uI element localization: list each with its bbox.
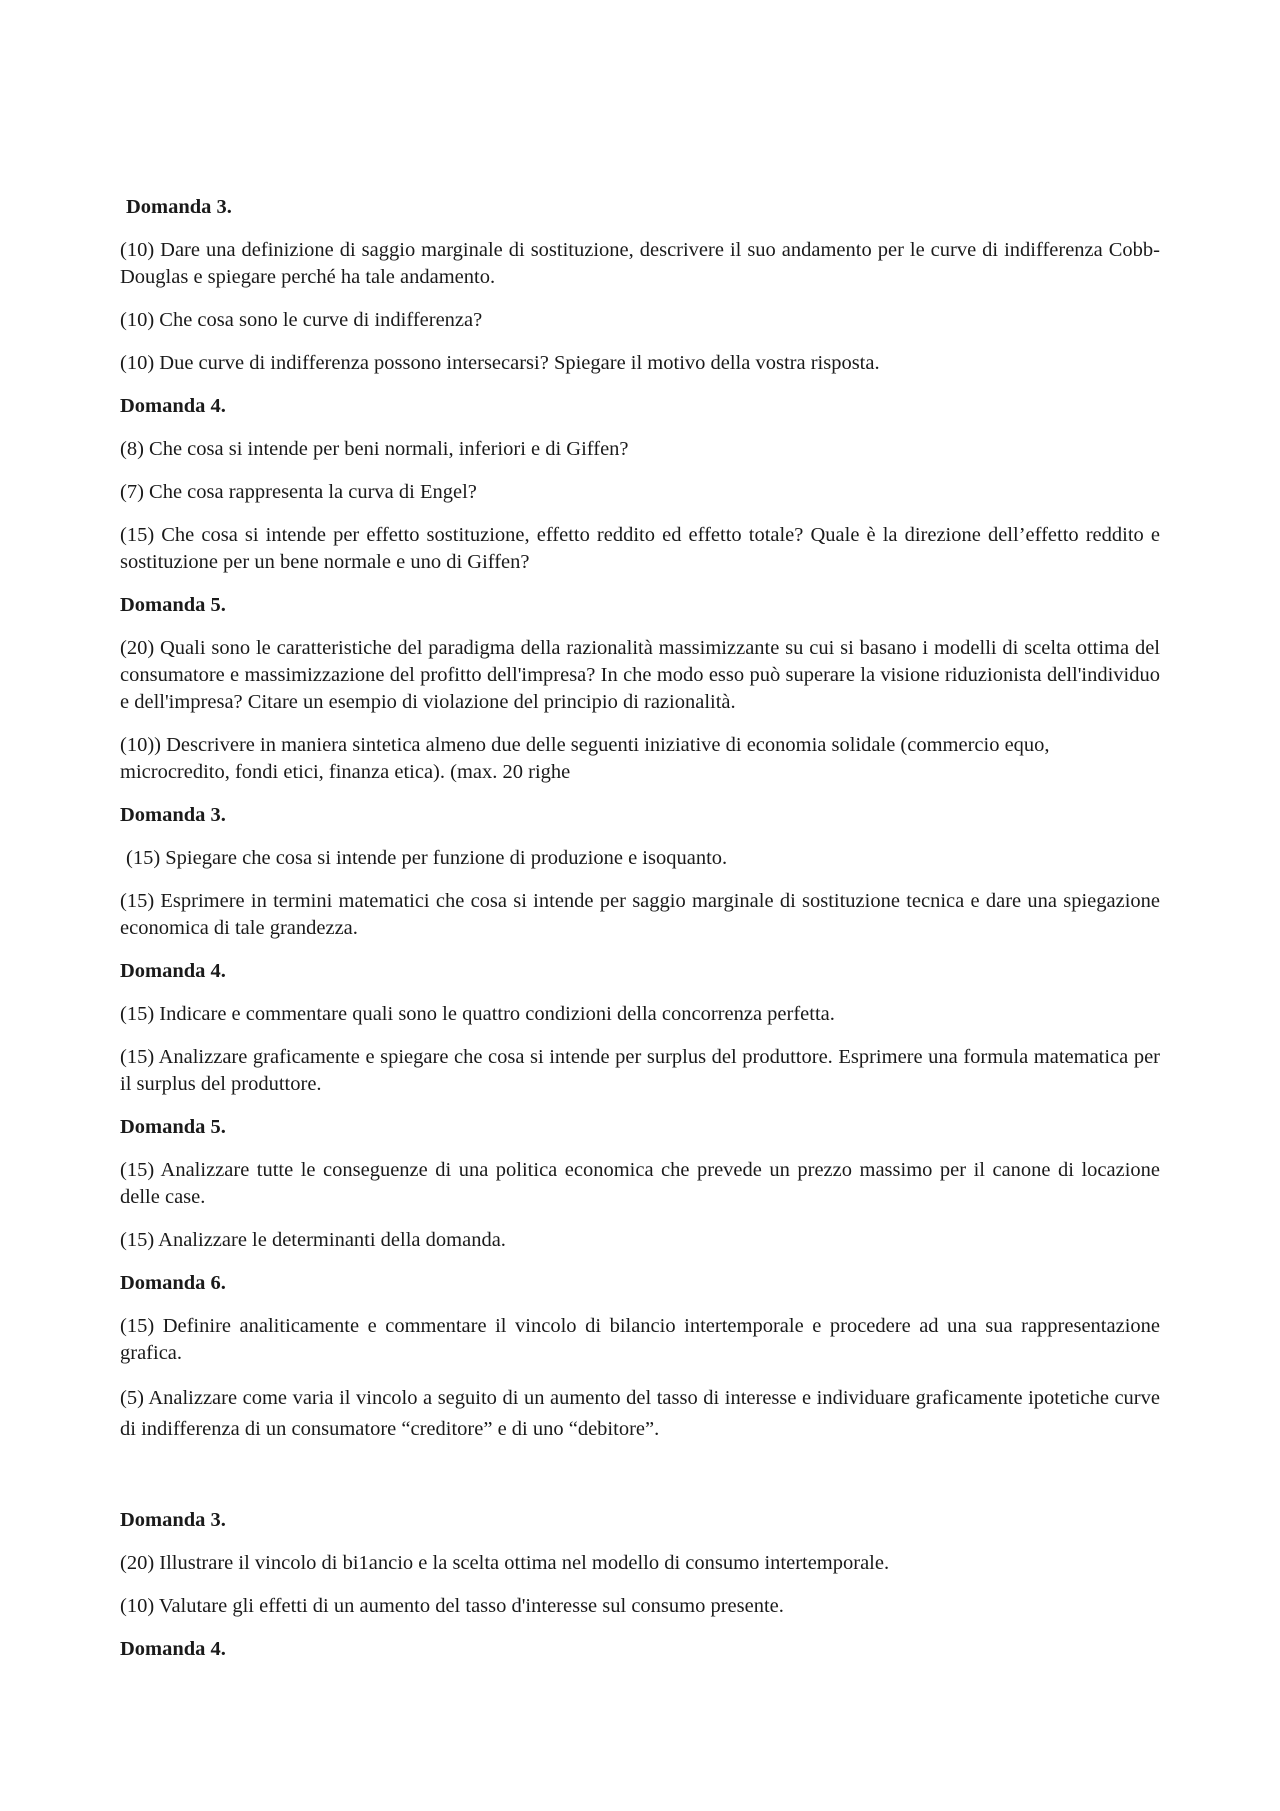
question-text: (20) Illustrare il vincolo di bi1ancio e la scelta ottima nel modello di consumo intertemporale. [120, 1552, 890, 1574]
section-heading: Domanda 6. [120, 1272, 226, 1294]
document-body [120, 194, 1160, 1679]
section-heading: Domanda 3. [120, 1509, 226, 1531]
section-heading: Domanda 4. [120, 395, 226, 417]
question-text: (15) Esprimere in termini matematici che cosa si intende per saggio marginale di sostituzione tecnica e dare una spiegazione economica di tale grandezza. [120, 890, 1160, 939]
section-heading: Domanda 3. [126, 196, 232, 218]
section-heading: Domanda 5. [120, 594, 226, 616]
question-text: (10) Dare una definizione di saggio marginale di sostituzione, descrivere il suo andamento per le curve di indifferenza Cobb-Douglas e spiegare perché ha tale andamento. [120, 239, 1160, 288]
section-heading: Domanda 3. [120, 804, 226, 826]
section-heading: Domanda 4. [120, 960, 226, 982]
question-text: (20) Quali sono le caratteristiche del paradigma della razionalità massimizzante su cui si basano i modelli di scelta ottima del consumatore e massimizzazione del profitto dell'impresa? In che modo esso può superare la visione riduzionista dell'individuo e dell'impresa? Citare un esempio di violazione del principio di razionalità. [120, 637, 1160, 713]
question-text: (10) Valutare gli effetti di un aumento del tasso d'interesse sul consumo presente. [120, 1595, 784, 1617]
question-text: (5) Analizzare come varia il vincolo a seguito di un aumento del tasso di interesse e individuare graficamente ipotetiche curve di indifferenza di un consumatore “creditore” e di uno “debitore”. [120, 1387, 1160, 1440]
section-heading: Domanda 5. [120, 1116, 226, 1138]
question-text: (10) Due curve di indifferenza possono intersecarsi? Spiegare il motivo della vostra risposta. [120, 352, 880, 374]
section-heading: Domanda 4. [120, 1638, 226, 1660]
question-text: (15) Analizzare tutte le conseguenze di una politica economica che prevede un prezzo massimo per il canone di locazione delle case. [120, 1159, 1160, 1208]
question-text: (15) Indicare e commentare quali sono le quattro condizioni della concorrenza perfetta. [120, 1003, 835, 1025]
question-text: (8) Che cosa si intende per beni normali, inferiori e di Giffen? [120, 438, 629, 460]
question-text: (10)) Descrivere in maniera sintetica almeno due delle seguenti iniziative di economia solidale (commercio equo, microcredito, fondi etici, finanza etica). (max. 20 righe [120, 734, 1050, 783]
question-text: (15) Spiegare che cosa si intende per funzione di produzione e isoquanto. [126, 847, 728, 869]
question-text: (10) Che cosa sono le curve di indifferenza? [120, 309, 483, 331]
question-text: (15) Definire analiticamente e commentare il vincolo di bilancio intertemporale e procedere ad una sua rappresentazione grafica. [120, 1315, 1160, 1364]
question-text: (15) Analizzare graficamente e spiegare che cosa si intende per surplus del produttore. Esprimere una formula matematica per il surplus del produttore. [120, 1046, 1160, 1095]
question-text: (7) Che cosa rappresenta la curva di Engel? [120, 481, 477, 503]
question-text: (15) Analizzare le determinanti della domanda. [120, 1229, 506, 1251]
question-text: (15) Che cosa si intende per effetto sostituzione, effetto reddito ed effetto totale? Quale è la direzione dell’effetto reddito e sostituzione per un bene normale e uno di Giffen? [120, 524, 1160, 573]
